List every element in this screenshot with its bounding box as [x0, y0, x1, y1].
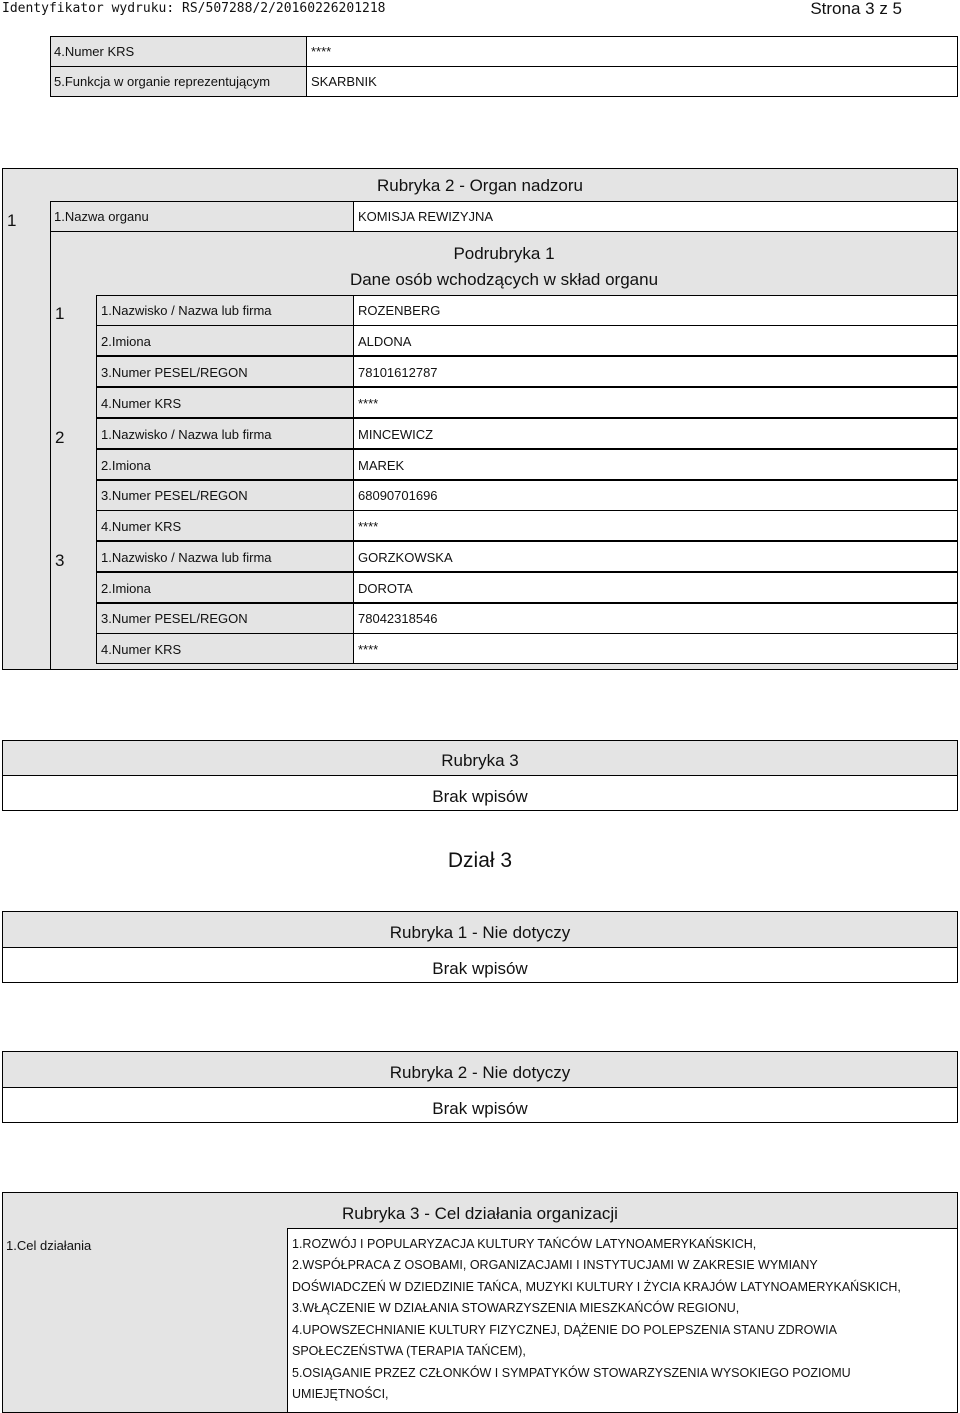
cel-line: 3.WŁĄCZENIE W DZIAŁANIA STOWARZYSZENIA MIESZKAŃCÓW REGIONU,: [292, 1301, 740, 1315]
function-value: SKARBNIK: [311, 74, 377, 89]
person-krs-label: 4.Numer KRS: [101, 642, 182, 657]
top-row-2-value-cell: [306, 66, 958, 97]
surname-value: ROZENBERG: [358, 303, 441, 318]
dzial3-rubryka2-empty: Brak wpisów: [432, 1099, 528, 1118]
cel-line: 1.ROZWÓJ I POPULARYZACJA KULTURY TAŃCÓW LATYNOAMERYKAŃSKICH,: [292, 1237, 757, 1251]
section-title: Dział 3: [447, 849, 513, 872]
person-row-value-cell: [353, 572, 958, 603]
pesel-value: 68090701696: [358, 488, 438, 503]
first-names-value: MAREK: [358, 458, 405, 473]
dzial3-rubryka1-title: Rubryka 1 - Nie dotyczy: [389, 923, 571, 942]
person-krs-value: ****: [358, 519, 379, 534]
rubryka2-title: Rubryka 2 - Organ nadzoru: [377, 176, 583, 195]
cel-line: UMIEJĘTNOŚCI,: [292, 1387, 389, 1401]
surname-label: 1.Nazwisko / Nazwa lub firma: [101, 427, 272, 442]
person-krs-value: ****: [358, 396, 379, 411]
podrubryka-title: Podrubryka 1: [453, 244, 555, 263]
function-label: 5.Funkcja w organie reprezentującym: [54, 74, 271, 89]
surname-value: GORZKOWSKA: [358, 550, 453, 565]
person-row-value-cell: [353, 295, 958, 326]
person-row-value-cell: [353, 387, 958, 418]
first-names-label: 2.Imiona: [101, 458, 151, 473]
first-names-value: DOROTA: [358, 581, 413, 596]
person-row-value-cell: [353, 449, 958, 480]
podrubryka-subtitle: Dane osób wchodzących w skład organu: [349, 270, 659, 289]
person-row-value-cell: [353, 510, 958, 541]
cel-line: 2.WSPÓŁPRACA Z OSOBAMI, ORGANIZACJAMI I INSTYTUCJAMI W ZAKRESIE WYMIANY: [292, 1258, 818, 1272]
rubryka3-empty: Brak wpisów: [432, 787, 528, 806]
pesel-value: 78042318546: [358, 611, 438, 626]
cel-line: SPOŁECZEŃSTWA (TERAPIA TAŃCEM),: [292, 1344, 526, 1358]
cel-label: 1.Cel działania: [6, 1238, 92, 1253]
person-krs-value: ****: [358, 642, 379, 657]
surname-value: MINCEWICZ: [358, 427, 434, 442]
person-krs-label: 4.Numer KRS: [101, 519, 182, 534]
organ-name-label: 1.Nazwa organu: [54, 209, 149, 224]
first-names-value: ALDONA: [358, 334, 412, 349]
person-2-index: 2: [55, 428, 65, 447]
person-row-value-cell: [353, 356, 958, 387]
dzial3-rubryka2-title: Rubryka 2 - Nie dotyczy: [389, 1063, 571, 1082]
person-3-index: 3: [55, 551, 65, 570]
person-krs-label: 4.Numer KRS: [101, 396, 182, 411]
pesel-value: 78101612787: [358, 365, 438, 380]
print-identifier: Identyfikator wydruku: RS/507288/2/20160226201218: [2, 1, 386, 16]
cel-line: DOŚWIADCZEŃ W DZIEDZINIE TAŃCA, MUZYKI KULTURY I ŻYCIA KRAJÓW LATYNOAMERYKAŃSKICH,: [292, 1280, 901, 1294]
cel-title: Rubryka 3 - Cel działania organizacji: [342, 1204, 618, 1223]
rubryka3-title: Rubryka 3: [441, 751, 519, 770]
pesel-label: 3.Numer PESEL/REGON: [101, 365, 248, 380]
person-row-value-cell: [353, 603, 958, 634]
surname-label: 1.Nazwisko / Nazwa lub firma: [101, 303, 272, 318]
krs-label: 4.Numer KRS: [54, 44, 135, 59]
first-names-label: 2.Imiona: [101, 334, 151, 349]
organ-name-value: KOMISJA REWIZYJNA: [358, 209, 494, 224]
top-row-1-value-cell: [306, 36, 958, 67]
person-row-value-cell: [353, 418, 958, 449]
person-row-value-cell: [353, 325, 958, 356]
person-row-value-cell: [353, 633, 958, 664]
cel-line: 5.OSIĄGANIE PRZEZ CZŁONKÓW I SYMPATYKÓW STOWARZYSZENIA WYSOKIEGO POZIOMU: [292, 1366, 851, 1380]
pesel-label: 3.Numer PESEL/REGON: [101, 488, 248, 503]
surname-label: 1.Nazwisko / Nazwa lub firma: [101, 550, 272, 565]
person-row-value-cell: [353, 480, 958, 511]
person-1-index: 1: [55, 304, 65, 323]
organ-index: 1: [7, 211, 17, 230]
krs-value: ****: [311, 44, 332, 59]
page-number: Strona 3 z 5: [810, 0, 902, 18]
cel-line: 4.UPOWSZECHNIANIE KULTURY FIZYCZNEJ, DĄŻENIE DO POLEPSZENIA STANU ZDROWIA: [292, 1323, 837, 1337]
first-names-label: 2.Imiona: [101, 581, 151, 596]
pesel-label: 3.Numer PESEL/REGON: [101, 611, 248, 626]
dzial3-rubryka1-empty: Brak wpisów: [432, 959, 528, 978]
